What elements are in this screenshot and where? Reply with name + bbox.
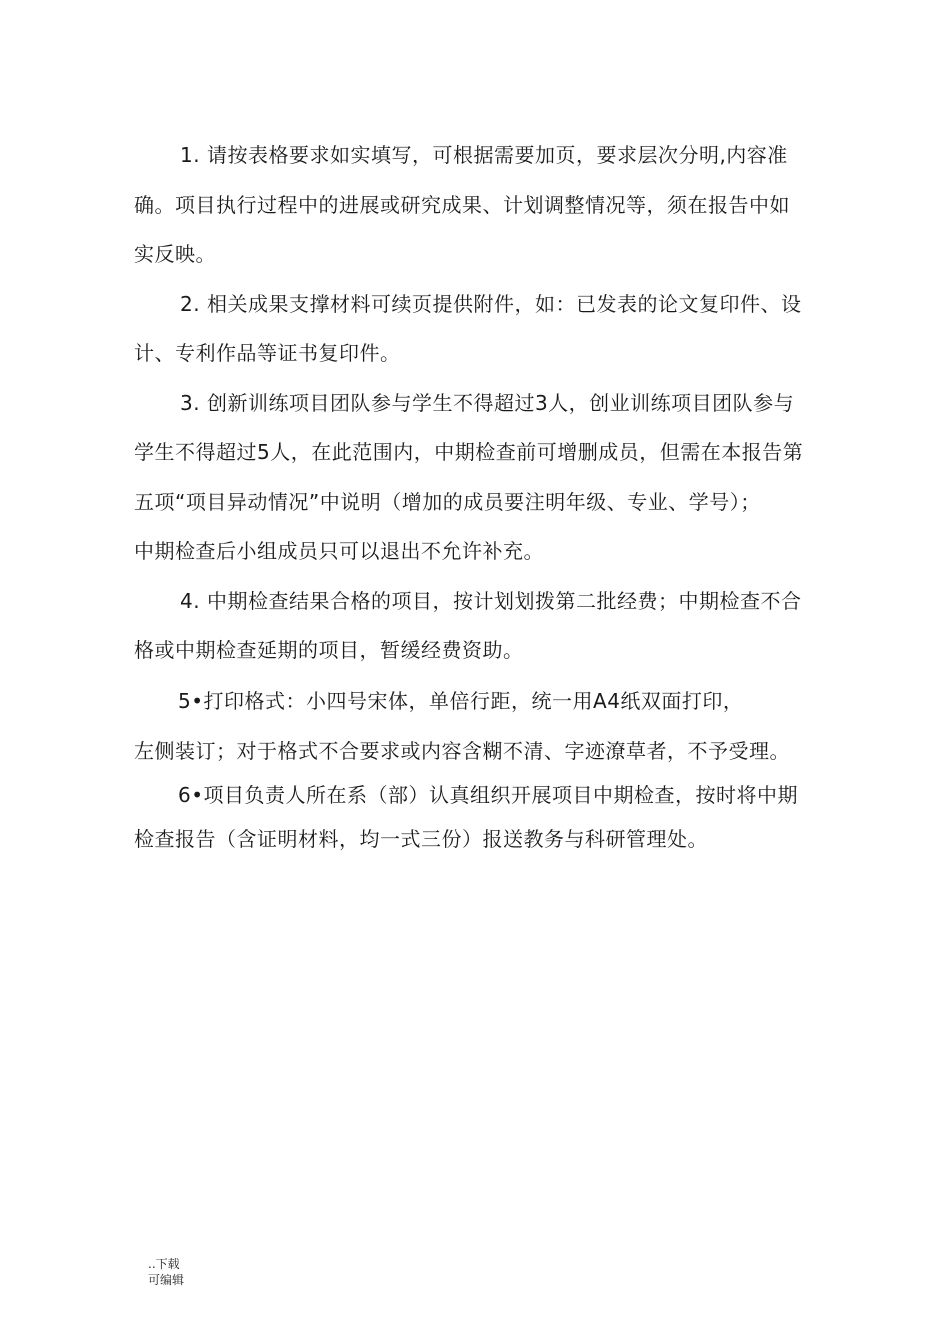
footer-editable: 可编辑 [148,1273,185,1287]
item-3-line-2: 学生不得超过5人，在此范围内，中期检查前可增删成员，但需在本报告第 [134,440,804,464]
item-1-line-1: 1. 请按表格要求如实填写，可根据需要加页，要求层次分明,内容准 [180,143,788,167]
item-4-line-2: 格或中期检查延期的项目，暂缓经费资助。 [134,638,524,662]
item-2-line-1: 2. 相关成果支撑材料可续页提供附件，如：已发表的论文复印件、设 [180,292,802,316]
item-2-line-2: 计、专利作品等证书复印件。 [134,341,401,365]
item-4-line-1: 4. 中期检查结果合格的项目，按计划划拨第二批经费；中期检查不合 [180,589,802,613]
item-1-line-3: 实反映。 [134,242,216,266]
item-5-line-2: 左侧装订；对于格式不合要求或内容含糊不清、字迹潦草者，不予受理。 [134,739,790,763]
item-5-line-1: 5•打印格式：小四号宋体，单倍行距，统一用A4纸双面打印， [178,689,744,713]
item-6-line-2: 检查报告（含证明材料，均一式三份）报送教务与科研管理处。 [134,827,708,851]
item-1-line-2: 确。项目执行过程中的进展或研究成果、计划调整情况等，须在报告中如 [134,193,790,217]
item-6-line-1: 6•项目负责人所在系（部）认真组织开展项目中期检查，按时将中期 [178,783,799,807]
item-3-line-1: 3. 创新训练项目团队参与学生不得超过3人，创业训练项目团队参与 [180,391,795,415]
footer-download: ..下载 [148,1257,180,1271]
item-3-line-3: 五项“项目异动情况”中说明（增加的成员要注明年级、专业、学号）； [134,490,761,514]
item-3-line-4: 中期检查后小组成员只可以退出不允许补充。 [134,539,544,563]
